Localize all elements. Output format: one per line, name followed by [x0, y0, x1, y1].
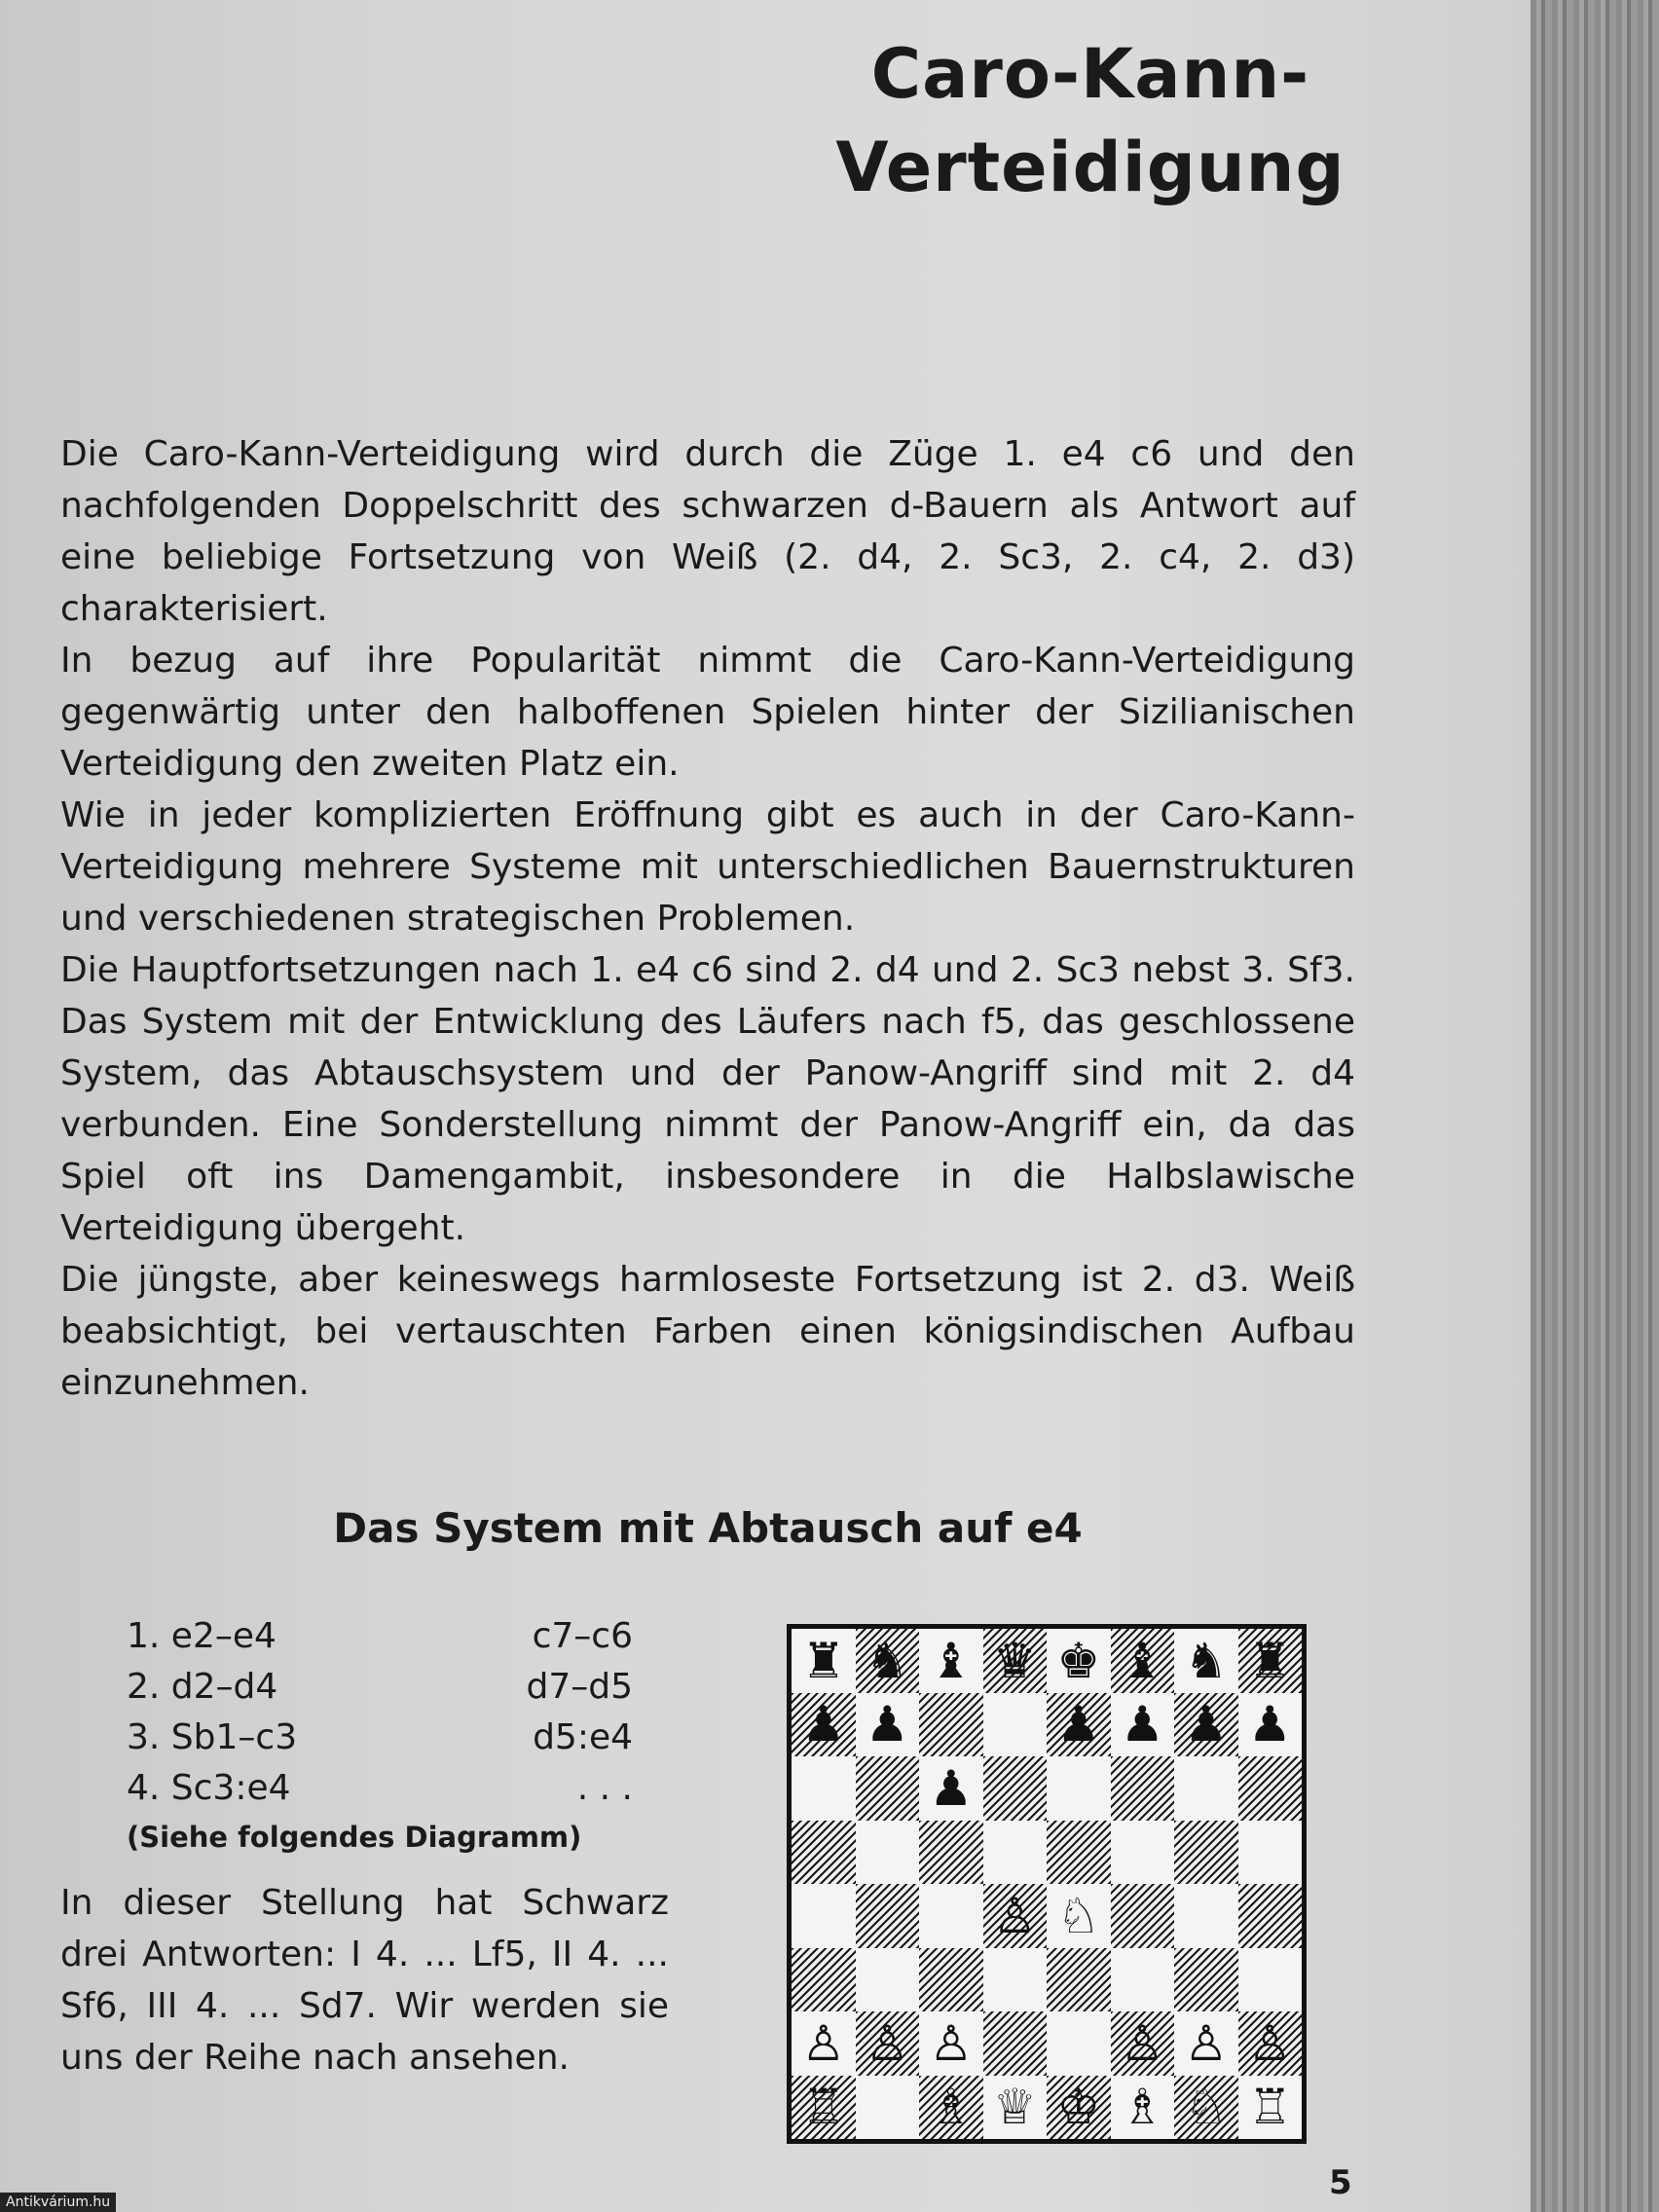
board-square: [1111, 1884, 1175, 1948]
board-square: ♙: [792, 2011, 856, 2076]
board-square: [1047, 1821, 1111, 1885]
watermark: Antikvárium.hu: [0, 2193, 116, 2212]
board-square: ♟: [1047, 1693, 1111, 1757]
board-square: ♔: [1047, 2076, 1111, 2140]
board-square: ♜: [1238, 1629, 1303, 1693]
chapter-title: [779, 27, 1402, 214]
board-square: ♖: [1238, 2076, 1303, 2140]
board-square: [919, 1948, 983, 2012]
white-move: 2. d2–d4: [127, 1667, 278, 1707]
board-square: ♙: [1174, 2011, 1238, 2076]
board-square: ♗: [1111, 2076, 1175, 2140]
board-square: [1238, 1948, 1303, 2012]
black-move: . . .: [576, 1768, 633, 1808]
board-square: [856, 2076, 920, 2140]
board-square: [1174, 1821, 1238, 1885]
page-number: 5: [1329, 2163, 1352, 2202]
board-square: [1238, 1821, 1303, 1885]
paragraph: Die Hauptfortsetzungen nach 1. e4 c6 sind 2. d4 und 2. Sc3 nebst 3. Sf3. Das System mit der Entwicklung des Läufers nach f5, das geschlossene System, das Abtauschsystem und der Panow-Angriff sind mit 2. d4 verbunden. Eine Sonderstellung nimmt der Panow-Angriff ein, da das Spiel oft ins Damengambit, insbesondere in die Halbslawische Verteidigung übergeht.: [60, 950, 1355, 1248]
chapter-title-line-1: Caro-Kann-: [870, 34, 1310, 114]
board-square: ♟: [856, 1693, 920, 1757]
board-square: [1047, 1756, 1111, 1821]
board-square: [1111, 1948, 1175, 2012]
board-square: ♟: [1238, 1693, 1303, 1757]
chapter-title-line-2: Verteidigung: [835, 128, 1346, 207]
board-square: [856, 1884, 920, 1948]
white-move: 1. e2–e4: [127, 1616, 276, 1656]
board-square: ♘: [1047, 1884, 1111, 1948]
board-square: [919, 1693, 983, 1757]
paragraph: Die jüngste, aber keineswegs harmloseste Fortsetzung ist 2. d3. Weiß beabsichtigt, bei vertauschten Farben einen königsindischen Aufbau einzunehmen.: [60, 1260, 1355, 1403]
white-move: 4. Sc3:e4: [127, 1768, 291, 1808]
black-move: c7–c6: [532, 1616, 633, 1656]
board-square: ♖: [792, 2076, 856, 2140]
move-row: [127, 1611, 633, 1662]
board-square: ♙: [1238, 2011, 1303, 2076]
paragraph: Die Caro-Kann-Verteidigung wird durch die Züge 1. e4 c6 und den nachfolgenden Doppelschritt des schwarzen d-Bauern als Antwort auf eine beliebige Fortsetzung von Weiß (2. d4, 2. Sc3, 2. c4, 2. d3) charakterisiert.: [60, 434, 1355, 629]
board-square: ♛: [983, 1629, 1048, 1693]
board-square: ♚: [1047, 1629, 1111, 1693]
board-square: [792, 1948, 856, 2012]
board-square: ♙: [856, 2011, 920, 2076]
board-square: ♝: [919, 1629, 983, 1693]
board-square: ♙: [983, 1884, 1048, 1948]
board-square: ♞: [856, 1629, 920, 1693]
board-square: [1174, 1756, 1238, 1821]
board-square: [919, 1821, 983, 1885]
board-square: ♙: [919, 2011, 983, 2076]
board-square: [1174, 1948, 1238, 2012]
board-square: [1111, 1821, 1175, 1885]
board-square: [792, 1821, 856, 1885]
board-square: ♟: [1111, 1693, 1175, 1757]
board-square: ♙: [1111, 2011, 1175, 2076]
chess-diagram: [787, 1624, 1307, 2144]
board-square: [983, 2011, 1048, 2076]
move-row: [127, 1713, 633, 1763]
board-square: ♘: [1174, 2076, 1238, 2140]
board-square: ♝: [1111, 1629, 1175, 1693]
intro-text: [60, 428, 1355, 1409]
board-square: [856, 1756, 920, 1821]
board-square: [1047, 2011, 1111, 2076]
board-square: ♜: [792, 1629, 856, 1693]
board-square: [856, 1821, 920, 1885]
board-square: ♕: [983, 2076, 1048, 2140]
board-square: [983, 1821, 1048, 1885]
wooden-background: [1530, 0, 1659, 2212]
board-square: ♗: [919, 2076, 983, 2140]
section-heading: Das System mit Abtausch auf e4: [333, 1504, 1083, 1552]
move-list: [127, 1611, 633, 1814]
board-square: [919, 1884, 983, 1948]
board-square: [792, 1756, 856, 1821]
board-square: [983, 1693, 1048, 1757]
board-square: [983, 1948, 1048, 2012]
explanation-text: In dieser Stellung hat Schwarz drei Antworten: I 4. ... Lf5, II 4. ... Sf6, III 4. ... Sd7. Wir werden sie uns der Reihe nach ansehen.: [60, 1883, 669, 2078]
board-square: [1174, 1884, 1238, 1948]
board-square: [856, 1948, 920, 2012]
board-square: ♟: [919, 1756, 983, 1821]
board-square: ♞: [1174, 1629, 1238, 1693]
board-square: [983, 1756, 1048, 1821]
board-square: ♟: [792, 1693, 856, 1757]
board-square: [1238, 1884, 1303, 1948]
black-move: d5:e4: [533, 1717, 633, 1757]
board-square: [1238, 1756, 1303, 1821]
white-move: 3. Sb1–c3: [127, 1717, 298, 1757]
move-row: [127, 1763, 633, 1814]
board-square: [792, 1884, 856, 1948]
board-square: ♟: [1174, 1693, 1238, 1757]
paragraph: In bezug auf ihre Popularität nimmt die Caro-Kann-Verteidigung gegenwärtig unter den halboffenen Spielen hinter der Sizilianischen Verteidigung den zweiten Platz ein.: [60, 641, 1355, 784]
black-move: d7–d5: [526, 1667, 633, 1707]
diagram-note: (Siehe folgendes Diagramm): [127, 1821, 582, 1854]
board-square: [1047, 1948, 1111, 2012]
board-square: [1111, 1756, 1175, 1821]
paragraph: Wie in jeder komplizierten Eröffnung gibt es auch in der Caro-Kann-Verteidigung mehrere Systeme mit unterschiedlichen Bauernstrukturen und verschiedenen strategischen Problemen.: [60, 795, 1355, 939]
move-row: [127, 1662, 633, 1713]
